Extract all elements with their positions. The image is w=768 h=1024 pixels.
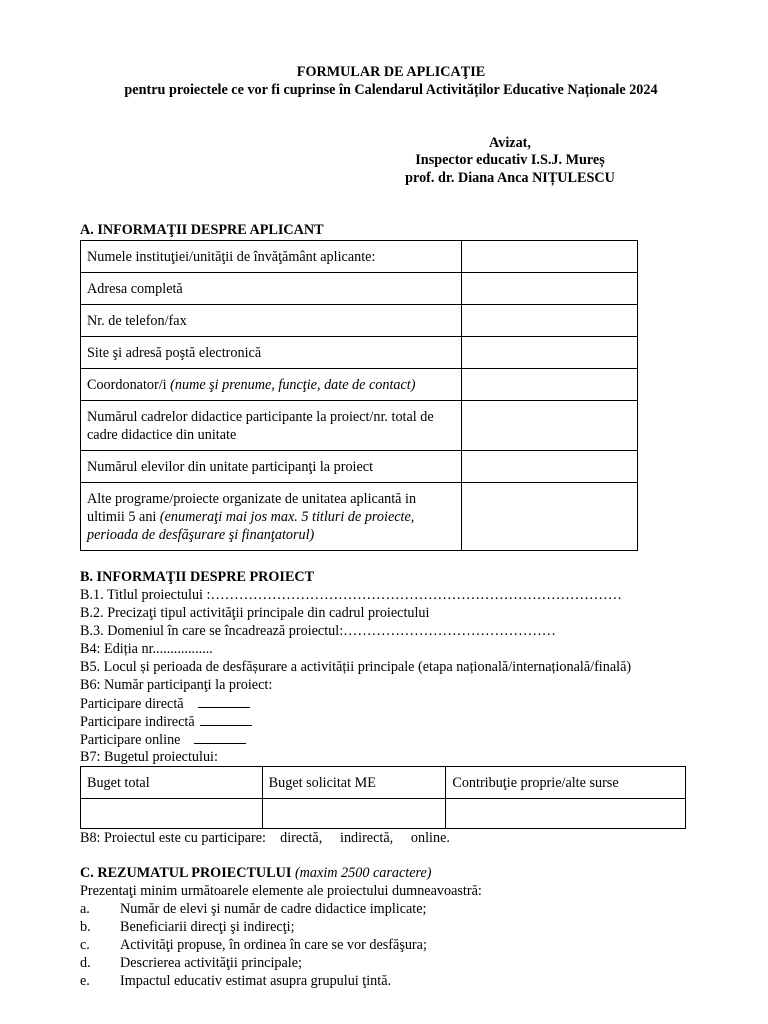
table-row bbox=[81, 241, 638, 273]
list-item bbox=[80, 901, 426, 918]
row-label-cell bbox=[81, 369, 462, 401]
section-a-heading: A. INFORMAŢII DESPRE APLICANT bbox=[80, 222, 324, 238]
row-label-note: (enumeraţi mai jos max. 5 titluri de proiecte, perioada de desfăşurare şi finanţatorul) bbox=[87, 508, 415, 543]
participation-indirect bbox=[80, 713, 252, 731]
row-value-field[interactable] bbox=[462, 273, 638, 305]
participation-indirect-field[interactable] bbox=[200, 713, 252, 726]
list-letter: a. bbox=[80, 901, 90, 917]
row-label: Alte programe/proiecte organizate de unitatea aplicantă in ultimii 5 ani bbox=[87, 490, 417, 525]
row-label: Adresa completă bbox=[81, 273, 462, 305]
budget-total-field[interactable] bbox=[81, 799, 263, 829]
participation-online-field[interactable] bbox=[194, 731, 246, 744]
b7-budget: B7: Bugetul proiectului: bbox=[80, 749, 218, 765]
list-text: Activităţi propuse, în ordinea în care se vor desfăşura; bbox=[120, 937, 427, 953]
table-row bbox=[81, 305, 638, 337]
row-value-field[interactable] bbox=[462, 305, 638, 337]
section-c-intro: Prezentaţi minim următoarele elemente ale proiectului dumneavoastră: bbox=[80, 883, 482, 899]
list-text: Beneficiarii direcţi şi indirecţi; bbox=[120, 919, 295, 935]
b8-participation-type: B8: Proiectul este cu participare: directă, indirectă, online. bbox=[80, 830, 450, 846]
list-item bbox=[80, 955, 302, 972]
list-text: Impactul educativ estimat asupra grupului ţintă. bbox=[120, 973, 392, 989]
applicant-table bbox=[80, 240, 638, 551]
row-value-field[interactable] bbox=[462, 451, 638, 483]
row-label-cell bbox=[81, 483, 462, 551]
participation-label: Participare indirectă bbox=[80, 714, 195, 730]
list-text: Număr de elevi şi număr de cadre didactice implicate; bbox=[120, 901, 427, 917]
form-subtitle: pentru proiectele ce vor fi cuprinse în Calendarul Activităților Educative Naționale 2024 bbox=[124, 82, 658, 98]
list-letter: e. bbox=[80, 973, 90, 989]
participation-online bbox=[80, 731, 246, 749]
budget-header-own: Contribuţie proprie/alte surse bbox=[446, 767, 686, 799]
budget-header-row bbox=[81, 767, 686, 799]
table-row bbox=[81, 369, 638, 401]
table-row bbox=[81, 273, 638, 305]
section-c-heading-line bbox=[80, 865, 432, 882]
section-b-heading: B. INFORMAŢII DESPRE PROIECT bbox=[80, 569, 315, 585]
list-item bbox=[80, 937, 427, 954]
budget-header-requested: Buget solicitat ME bbox=[262, 767, 446, 799]
list-letter: b. bbox=[80, 919, 91, 935]
row-value-field[interactable] bbox=[462, 483, 638, 551]
approval-line-3: prof. dr. Diana Anca NIȚULESCU bbox=[405, 170, 615, 186]
approval-line-2: Inspector educativ I.S.J. Mureș bbox=[415, 152, 605, 168]
b2-activity-type: B.2. Precizaţi tipul activităţii principale din cadrul proiectului bbox=[80, 605, 430, 621]
row-value-field[interactable] bbox=[462, 241, 638, 273]
table-row bbox=[81, 401, 638, 451]
row-label: Numele instituţiei/unităţii de învăţământ aplicante: bbox=[81, 241, 462, 273]
row-value-field[interactable] bbox=[462, 401, 638, 451]
participation-direct bbox=[80, 695, 250, 713]
budget-own-field[interactable] bbox=[446, 799, 686, 829]
list-letter: c. bbox=[80, 937, 90, 953]
row-label-note: (nume şi prenume, funcţie, date de contact) bbox=[170, 376, 416, 393]
row-value-field[interactable] bbox=[462, 369, 638, 401]
budget-value-row bbox=[81, 799, 686, 829]
row-label: Site şi adresă poştă electronică bbox=[81, 337, 462, 369]
list-item bbox=[80, 973, 391, 990]
b3-domain: B.3. Domeniul în care se încadrează proiectul:……………………………………… bbox=[80, 623, 556, 639]
row-label: Nr. de telefon/fax bbox=[81, 305, 462, 337]
section-c-note: (maxim 2500 caractere) bbox=[294, 865, 432, 881]
table-row bbox=[81, 483, 638, 551]
b4-edition: B4: Ediția nr................. bbox=[80, 641, 213, 657]
table-row bbox=[81, 451, 638, 483]
table-row bbox=[81, 337, 638, 369]
budget-table bbox=[80, 766, 686, 829]
participation-label: Participare online bbox=[80, 732, 181, 748]
list-item bbox=[80, 919, 295, 936]
participation-direct-field[interactable] bbox=[198, 695, 250, 708]
row-label: Numărul elevilor din unitate participanţi la proiect bbox=[81, 451, 462, 483]
budget-requested-field[interactable] bbox=[262, 799, 446, 829]
b6-participants: B6: Număr participanţi la proiect: bbox=[80, 677, 273, 693]
row-value-field[interactable] bbox=[462, 337, 638, 369]
budget-header-total: Buget total bbox=[81, 767, 263, 799]
form-title: FORMULAR DE APLICAŢIE bbox=[296, 64, 486, 80]
b5-location-period: B5. Locul și perioada de desfășurare a activității principale (etapa națională/internațională/finală) bbox=[80, 659, 632, 675]
row-label: Coordonator/i bbox=[87, 376, 167, 393]
list-text: Descrierea activităţii principale; bbox=[120, 955, 302, 971]
approval-line-1: Avizat, bbox=[489, 135, 531, 151]
list-letter: d. bbox=[80, 955, 91, 971]
b1-project-title: B.1. Titlul proiectului :…………………………………………………………………………… bbox=[80, 587, 622, 603]
row-label: Numărul cadrelor didactice participante la proiect/nr. total de cadre didactice din unitate bbox=[81, 401, 462, 451]
participation-label: Participare directă bbox=[80, 696, 184, 712]
section-c-heading: C. REZUMATUL PROIECTULUI bbox=[80, 865, 292, 881]
